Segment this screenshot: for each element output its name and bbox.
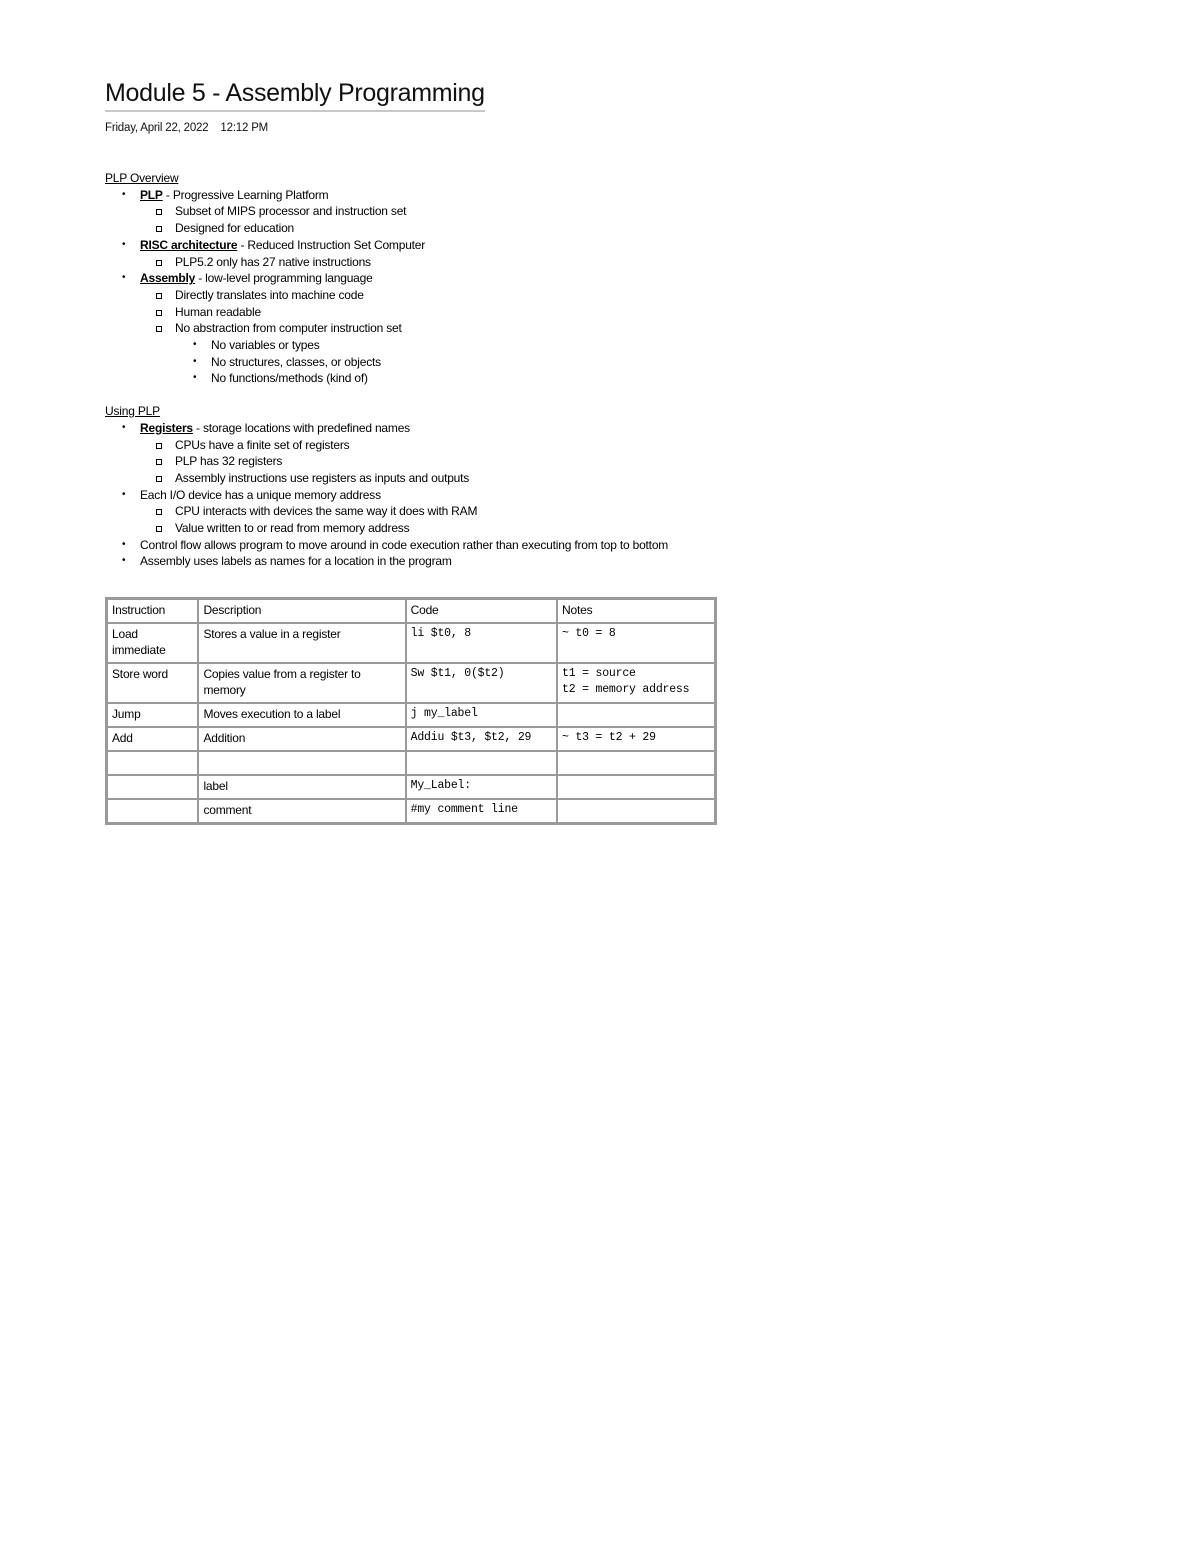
sub-list xyxy=(140,254,725,271)
table-cell: Moves execution to a label xyxy=(198,703,405,727)
definition: - low-level programming language xyxy=(195,271,373,286)
table-cell: Stores a value in a register xyxy=(198,623,405,663)
table-cell: Load immediate xyxy=(107,623,198,663)
section-heading: Using PLP xyxy=(105,404,160,419)
list-item: • Control flow allows program to move around in code execution rather than executing from top to bottom xyxy=(105,537,725,554)
section-using-plp xyxy=(105,403,725,570)
list-item xyxy=(105,237,725,270)
term: Registers xyxy=(140,420,193,435)
list-item: CPU interacts with devices the same way it does with RAM xyxy=(140,503,725,520)
list-item xyxy=(105,487,725,537)
list-item: PLP5.2 only has 27 native instructions xyxy=(140,254,725,271)
table-header-cell: Notes xyxy=(557,599,715,623)
bullet-list xyxy=(105,187,725,387)
table-cell xyxy=(107,799,198,823)
definition: - Reduced Instruction Set Computer xyxy=(237,237,426,252)
sub-list xyxy=(140,203,725,236)
list-item: Human readable xyxy=(140,304,725,321)
table-header-cell: Instruction xyxy=(107,599,198,623)
table-row xyxy=(107,727,715,751)
code-cell: Sw $t1, 0($t2) xyxy=(406,663,557,703)
sub-sub-list xyxy=(175,337,725,387)
notes-cell xyxy=(557,703,715,727)
notes-cell: ~ t3 = t2 + 29 xyxy=(557,727,715,751)
table-header-cell: Description xyxy=(198,599,405,623)
table-row-empty xyxy=(107,751,715,775)
notes-cell: ~ t0 = 8 xyxy=(557,623,715,663)
list-item: Value written to or read from memory address xyxy=(140,520,725,537)
list-item: Subset of MIPS processor and instruction set xyxy=(140,203,725,220)
page xyxy=(105,78,725,825)
table-cell xyxy=(107,775,198,799)
table-header-row xyxy=(107,599,715,623)
table-cell: Store word xyxy=(107,663,198,703)
section-plp-overview xyxy=(105,170,725,387)
table-row xyxy=(107,663,715,703)
term: RISC architecture xyxy=(140,237,238,252)
table-cell xyxy=(107,751,198,775)
list-item xyxy=(105,270,725,387)
list-item: Assembly instructions use registers as inputs and outputs xyxy=(140,470,725,487)
table-row xyxy=(107,799,715,823)
code-cell xyxy=(406,751,557,775)
time-text: 12:12 PM xyxy=(220,122,269,134)
sub-list xyxy=(140,437,725,487)
sub-list xyxy=(140,503,725,536)
section-heading: PLP Overview xyxy=(105,171,179,185)
list-item: • Assembly uses labels as names for a location in the program xyxy=(105,553,725,570)
list-item-text: No abstraction from computer instruction set xyxy=(175,321,402,336)
list-item xyxy=(105,420,725,487)
notes-cell xyxy=(557,751,715,775)
notes-cell xyxy=(557,775,715,799)
list-item: Directly translates into machine code xyxy=(140,287,725,304)
list-item: • No variables or types xyxy=(175,337,725,354)
table-cell: label xyxy=(198,775,405,799)
timestamp xyxy=(105,122,725,134)
table-cell xyxy=(198,751,405,775)
list-item-text: Each I/O device has a unique memory address xyxy=(140,487,381,502)
term: PLP xyxy=(140,187,163,202)
table-cell: Add xyxy=(107,727,198,751)
table-row xyxy=(107,623,715,663)
sub-list xyxy=(140,287,725,387)
bullet-list xyxy=(105,420,725,570)
notes-cell xyxy=(557,799,715,823)
table-cell: Copies value from a register to memory xyxy=(198,663,405,703)
table-cell: Addition xyxy=(198,727,405,751)
list-item: PLP has 32 registers xyxy=(140,453,725,470)
list-item: • No functions/methods (kind of) xyxy=(175,370,725,387)
instruction-table xyxy=(105,597,717,825)
table-header-cell: Code xyxy=(406,599,557,623)
list-item xyxy=(140,320,725,387)
date-text: Friday, April 22, 2022 xyxy=(105,122,209,134)
notes-cell: t1 = source t2 = memory address xyxy=(557,663,715,703)
list-item: • No structures, classes, or objects xyxy=(175,354,725,371)
code-cell: My_Label: xyxy=(406,775,557,799)
definition: - Progressive Learning Platform xyxy=(162,187,329,202)
table-row xyxy=(107,703,715,727)
list-item: CPUs have a finite set of registers xyxy=(140,437,725,454)
code-cell: #my comment line xyxy=(406,799,557,823)
list-item xyxy=(105,187,725,237)
page-title: Module 5 - Assembly Programming xyxy=(105,78,485,112)
code-cell: j my_label xyxy=(406,703,557,727)
term: Assembly xyxy=(140,271,196,286)
code-cell: Addiu $t3, $t2, 29 xyxy=(406,727,557,751)
table-cell: Jump xyxy=(107,703,198,727)
list-item: Designed for education xyxy=(140,220,725,237)
table-cell: comment xyxy=(198,799,405,823)
table-row xyxy=(107,775,715,799)
code-cell: li $t0, 8 xyxy=(406,623,557,663)
definition: - storage locations with predefined names xyxy=(192,420,410,435)
